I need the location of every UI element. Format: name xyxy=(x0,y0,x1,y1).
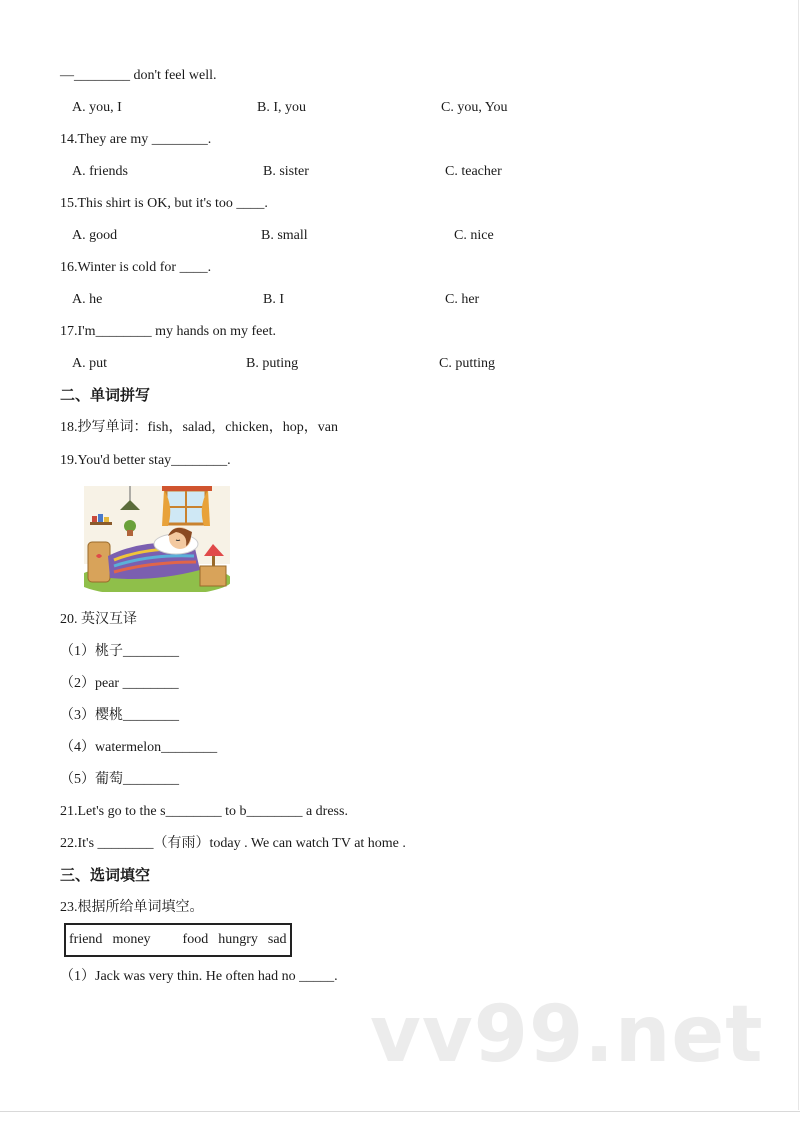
q16-option-a: A. he xyxy=(72,292,103,307)
q13-option-c: C. you, You xyxy=(441,100,508,115)
q23-item-1: （1）Jack was very thin. He often had no _____. xyxy=(60,969,338,984)
q18-line: 18.抄写单词：fish，salad，chicken，hop，van xyxy=(60,420,339,435)
section-3-title: 三、选词填空 xyxy=(60,866,151,884)
q16-line: 16.Winter is cold for ____. xyxy=(60,260,212,275)
word-bank-item: money xyxy=(112,932,151,947)
q14-option-a: A. friends xyxy=(72,164,128,179)
q20-item-5: （5）葡萄________ xyxy=(60,772,179,787)
q19-line: 19.You'd better stay________. xyxy=(60,453,231,468)
word-bank-item: friend xyxy=(69,932,103,947)
q17-option-c: C. putting xyxy=(439,356,496,371)
q14-option-c: C. teacher xyxy=(445,164,502,179)
q13-option-b: B. I, you xyxy=(257,100,306,115)
word-bank-item: food xyxy=(182,932,209,947)
q16-option-c: C. her xyxy=(445,292,480,307)
q20-line: 20. 英汉互译 xyxy=(60,612,137,627)
q14-line: 14.They are my ________. xyxy=(60,132,212,147)
q20-item-2: （2）pear ________ xyxy=(60,676,179,691)
q22-line: 22.It's ________（有雨）today . We can watch TV at home . xyxy=(60,836,406,851)
watermark: vv99.net xyxy=(370,990,764,1080)
q20-item-3: （3）樱桃________ xyxy=(60,708,179,723)
word-bank-box xyxy=(64,923,292,957)
section-2-title: 二、单词拼写 xyxy=(60,386,151,404)
word-bank-item: sad xyxy=(267,932,287,947)
q21-line: 21.Let's go to the s________ to b________ a dress. xyxy=(60,804,348,819)
q20-item-4: （4）watermelon________ xyxy=(60,740,218,755)
page-bottom-rule xyxy=(0,1111,800,1112)
girl-in-bed-illustration xyxy=(84,486,230,592)
q15-option-a: A. good xyxy=(72,228,118,243)
q23-line: 23.根据所给单词填空。 xyxy=(60,900,204,915)
q13-option-a: A. you, I xyxy=(72,100,122,115)
q13-line: —________ don't feel well. xyxy=(60,68,217,83)
q15-option-c: C. nice xyxy=(454,228,494,243)
q20-item-1: （1）桃子________ xyxy=(60,644,179,659)
q17-option-b: B. puting xyxy=(246,356,299,371)
q15-line: 15.This shirt is OK, but it's too ____. xyxy=(60,196,268,211)
q14-option-b: B. sister xyxy=(263,164,309,179)
q15-option-b: B. small xyxy=(261,228,308,243)
q17-option-a: A. put xyxy=(72,356,107,371)
q17-line: 17.I'm________ my hands on my feet. xyxy=(60,324,276,339)
word-bank-item: hungry xyxy=(218,932,258,947)
q16-option-b: B. I xyxy=(263,292,284,307)
